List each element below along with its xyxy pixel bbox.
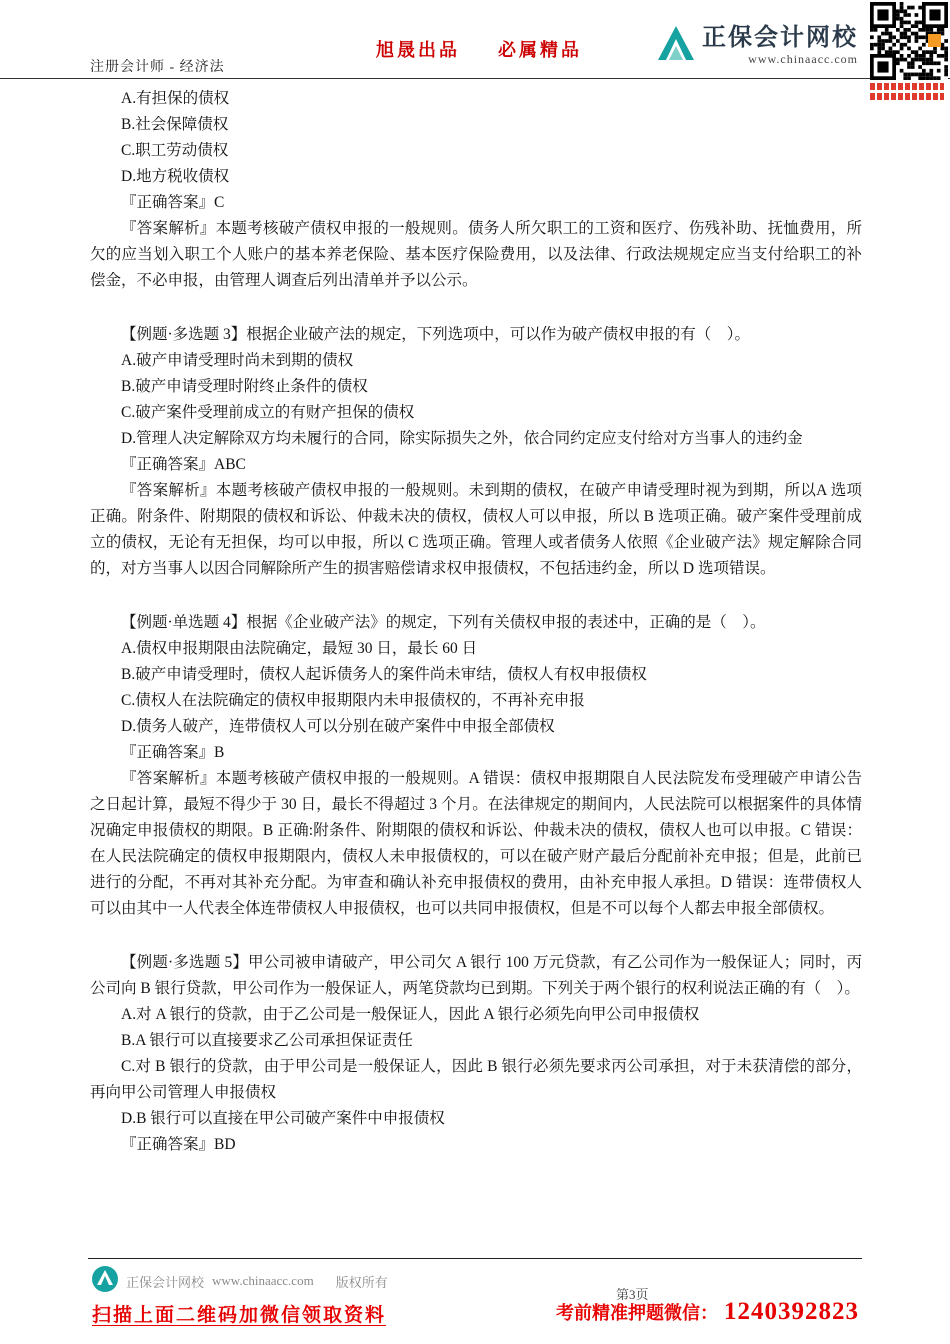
- analysis-line: 『答案解析』本题考核破产债权申报的一般规则。A 错误：债权申报期限自人民法院发布受理破产申请公告之日起计算，最短不得少于 30 日，最长不得超过 3 个月。在法律规定的期间内，人民法院可以根据案件的具体情况确定申报债权的期限。B 正确:附条件、附期限的债权和诉讼、仲裁未决的债权，债权人也可以申报。C 错误：在人民法院确定的债权申报期限内，债权人未申报债权的，可以在破产财产最后分配前补充申报；但是，此前已进行的分配，不再对其补充分配。为审查和确认补充申报债权的费用，由补充申报人承担。D 错误：连带债权人可以由其中一人代表全体连带债权人申报债权，也可以共同申报债权，但是不可以每个人都去申报全部债权。: [90, 770, 862, 917]
- footer-brand: [92, 1266, 388, 1296]
- option-line: C.对 B 银行的贷款，由于甲公司是一般保证人，因此 B 银行必须先要求丙公司承担，对于未获清偿的部分，再向甲公司管理人申报债权: [90, 1058, 862, 1101]
- analysis-line: 『答案解析』本题考核破产债权申报的一般规则。债务人所欠职工的工资和医疗、伤残补助、抚恤费用，所欠的应当划入职工个人账户的基本养老保险、基本医疗保险费用，以及法律、行政法规规定应当支付给职工的补偿金，不必申报，由管理人调查后列出清单并予以公示。: [90, 220, 862, 289]
- footer-brand-name: 正保会计网校: [126, 1274, 205, 1290]
- brand-logo-icon: [656, 24, 696, 62]
- question-line: 【例题·多选题 3】根据企业破产法的规定，下列选项中，可以作为破产债权申报的有（ ）。: [121, 326, 751, 343]
- question-line: 【例题·多选题 5】甲公司被申请破产，甲公司欠 A 银行 100 万元贷款，有乙公司作为一般保证人；同时，丙公司向 B 银行贷款，甲公司作为一般保证人，两笔贷款均已到期。下列关于两个银行的权利说法正确的有（ ）。: [90, 954, 862, 997]
- header-slogan-right: 必属精品: [498, 40, 582, 60]
- option-line: B.破产申请受理时，债权人起诉债务人的案件尚未审结，债权人有权申报债权: [121, 666, 647, 683]
- answer-line: 『正确答案』ABC: [121, 456, 246, 473]
- option-line: B.社会保障债权: [121, 116, 229, 133]
- qr-caption-strip: [870, 93, 944, 100]
- option-line: C.破产案件受理前成立的有财产担保的债权: [121, 404, 415, 421]
- wechat-label: 考前精准押题微信：: [556, 1303, 718, 1323]
- content: [90, 86, 862, 1158]
- option-line: B.破产申请受理时附终止条件的债权: [121, 378, 368, 395]
- wechat-notice: [556, 1298, 859, 1326]
- option-line: A.有担保的债权: [121, 90, 230, 107]
- course-title: 注册会计师 - 经济法: [90, 60, 225, 75]
- analysis-line: 『答案解析』本题考核破产债权申报的一般规则。未到期的债权，在破产申请受理时视为到期，所以A 选项正确。附条件、附期限的债权和诉讼、仲裁未决的债权，债权人可以申报，所以 B 选项正确。破产案件受理前成立的债权，无论有无担保，均可以申报，所以 C 选项正确。管理人或者债务人依照《企业破产法》规定解除合同的，对方当事人以因合同解除所产生的损害赔偿请求权申报债权，不包括违约金，所以 D 选项错误。: [90, 482, 862, 577]
- brand-logo: [656, 24, 858, 67]
- option-line: D.地方税收债权: [121, 168, 230, 185]
- footer-copyright: 版权所有: [335, 1274, 388, 1290]
- answer-line: 『正确答案』B: [121, 744, 225, 761]
- qr-code-icon: [870, 2, 948, 80]
- option-line: A.破产申请受理时尚未到期的债权: [121, 352, 354, 369]
- option-line: C.职工劳动债权: [121, 142, 229, 159]
- option-line: C.债权人在法院确定的债权申报期限内未申报债权的，不再补充申报: [121, 692, 585, 709]
- option-line: B.A 银行可以直接要求乙公司承担保证责任: [121, 1032, 413, 1049]
- header-divider: [0, 78, 950, 79]
- header-slogan-left: 旭晟出品: [376, 40, 460, 60]
- answer-line: 『正确答案』BD: [121, 1136, 236, 1153]
- option-line: D.债务人破产，连带债权人可以分别在破产案件中申报全部债权: [121, 718, 555, 735]
- footer-logo-icon: [92, 1266, 118, 1296]
- page-number: 第3页: [616, 1287, 649, 1302]
- brand-site: www.chinaacc.com: [748, 52, 858, 66]
- option-line: A.债权申报期限由法院确定，最短 30 日，最长 60 日: [121, 640, 478, 657]
- question-line: 【例题·单选题 4】根据《企业破产法》的规定，下列有关债权申报的表述中，正确的是（ ）。: [121, 614, 766, 631]
- qr-block: [866, 2, 948, 100]
- footer-divider: [88, 1258, 862, 1259]
- brand-name: 正保会计网校: [702, 25, 858, 51]
- qr-caption-strip: [870, 83, 944, 90]
- option-line: D.B 银行可以直接在甲公司破产案件中申报债权: [121, 1110, 445, 1127]
- option-line: A.对 A 银行的贷款，由于乙公司是一般保证人，因此 A 银行必须先向甲公司申报债权: [121, 1006, 700, 1023]
- answer-line: 『正确答案』C: [121, 194, 225, 211]
- wechat-number: 1240392823: [724, 1298, 859, 1325]
- scan-notice: 扫描上面二维码加微信领取资料: [92, 1305, 387, 1326]
- option-line: D.管理人决定解除双方均未履行的合同，除实际损失之外，依合同约定应支付给对方当事人的违约金: [121, 430, 803, 447]
- footer-brand-site: www.chinaacc.com: [212, 1273, 314, 1288]
